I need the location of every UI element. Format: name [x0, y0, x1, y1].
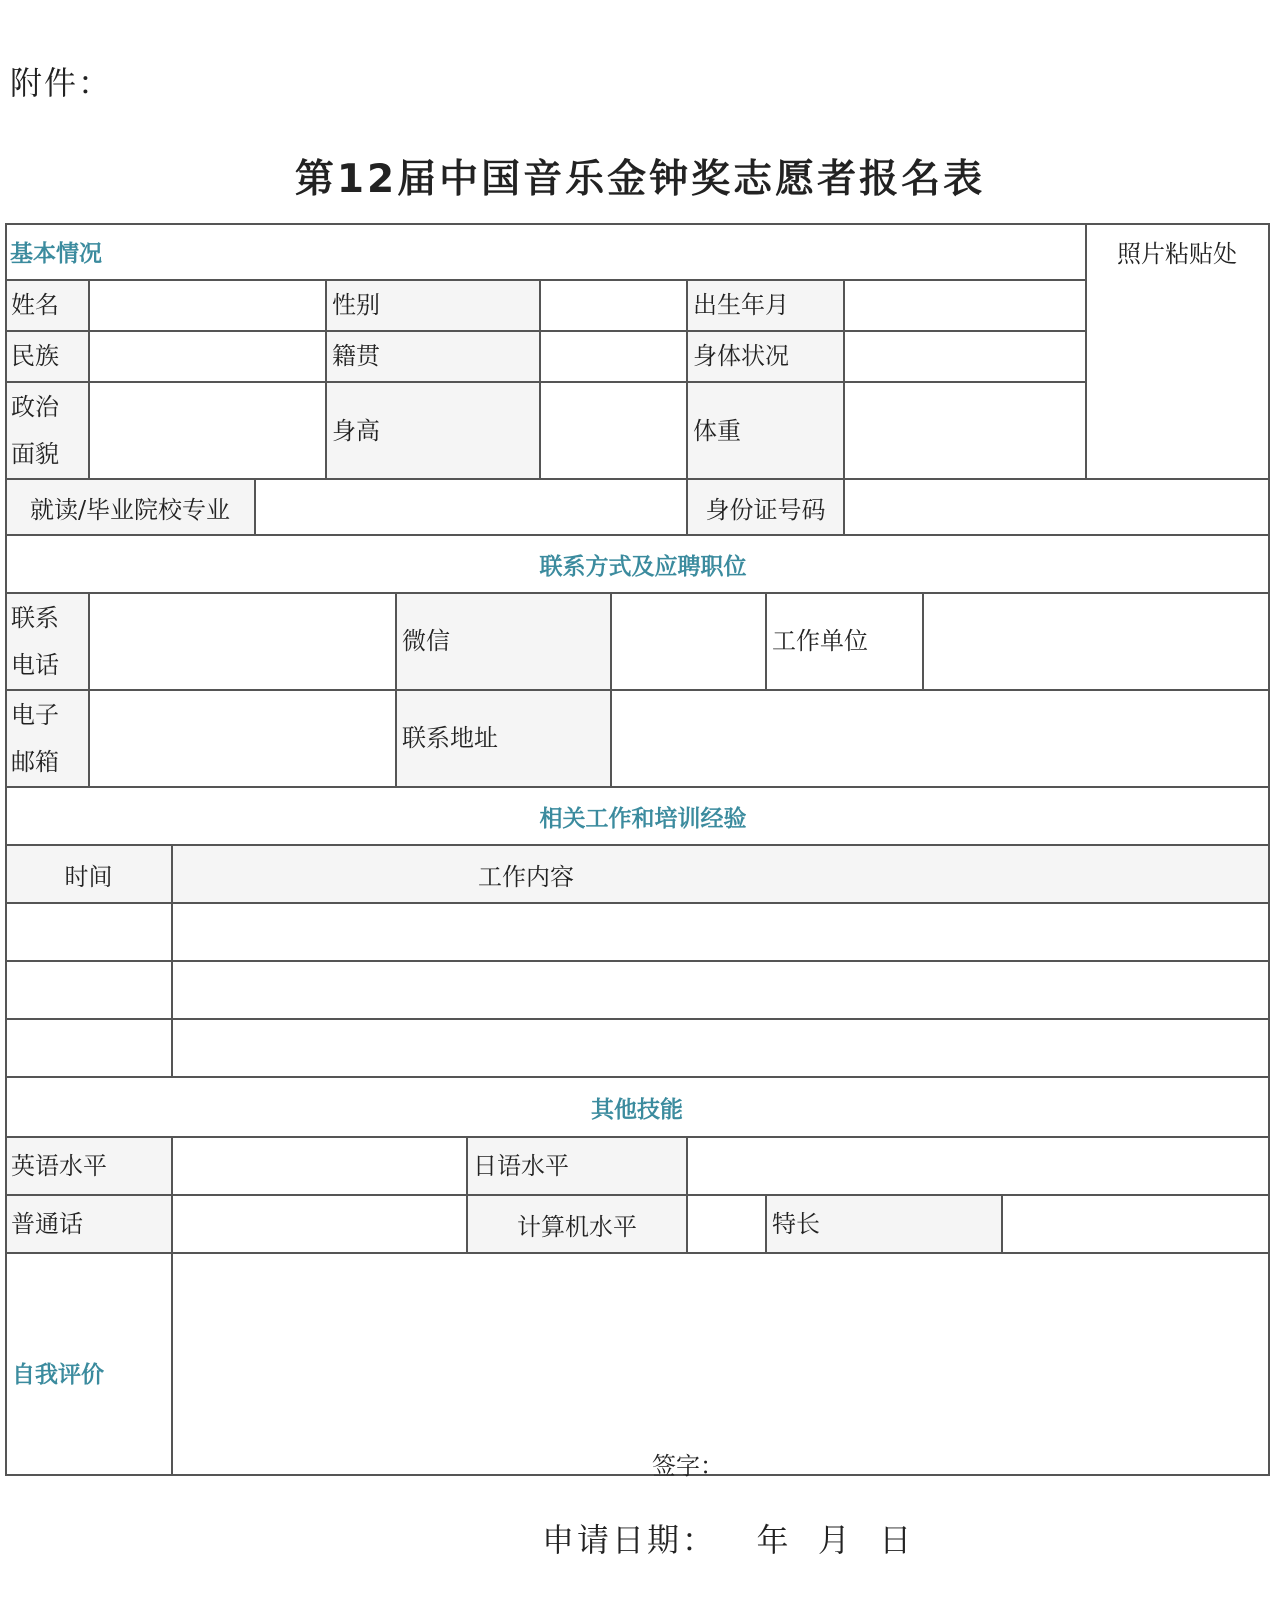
address-field[interactable]	[612, 691, 1268, 786]
political-label-line2: 面貌	[11, 440, 59, 468]
experience-time-field-2[interactable]	[6, 962, 171, 1018]
political-label	[6, 383, 88, 479]
native-place-label: 籍贯	[332, 342, 380, 370]
native-place-field[interactable]	[541, 331, 686, 382]
birth-field[interactable]	[845, 280, 1085, 331]
section-skills: 其他技能	[591, 1096, 683, 1123]
wechat-field[interactable]	[612, 594, 765, 689]
signature-label: 签字：	[652, 1452, 724, 1480]
political-field[interactable]	[90, 383, 325, 479]
weight-label: 体重	[693, 416, 741, 445]
specialty-label: 特长	[772, 1209, 820, 1238]
section-experience: 相关工作和培训经验	[539, 805, 747, 832]
wechat-label: 微信	[402, 627, 450, 655]
ethnicity-field[interactable]	[90, 331, 325, 382]
ethnicity-label: 民族	[11, 342, 59, 370]
school-label: 就读/毕业院校专业	[29, 496, 231, 524]
computer-field[interactable]	[688, 1196, 765, 1252]
english-label: 英语水平	[11, 1151, 107, 1180]
japanese-label: 日语水平	[473, 1151, 569, 1180]
mandarin-label: 普通话	[11, 1209, 83, 1238]
section-contact: 联系方式及应聘职位	[539, 553, 747, 580]
school-field[interactable]	[256, 480, 686, 535]
name-field[interactable]	[90, 280, 325, 331]
id-number-field[interactable]	[845, 480, 1268, 535]
photo-placeholder: 照片粘贴处	[1117, 239, 1237, 268]
computer-label: 计算机水平	[517, 1212, 637, 1241]
health-field[interactable]	[845, 331, 1085, 382]
health-label: 身体状况	[693, 342, 789, 370]
application-date: 申请日期： 年 月 日	[542, 1521, 915, 1559]
email-label-line1: 电子	[11, 700, 59, 729]
height-label: 身高	[332, 416, 380, 445]
experience-content-field-2[interactable]	[173, 962, 1268, 1018]
experience-content-field-3[interactable]	[173, 1020, 1268, 1076]
japanese-field[interactable]	[688, 1138, 1268, 1194]
phone-label-line2: 电话	[11, 650, 59, 679]
work-content-header: 工作内容	[478, 862, 574, 891]
height-field[interactable]	[541, 383, 686, 479]
page-title: 第12届中国音乐金钟奖志愿者报名表	[294, 157, 986, 202]
political-label-line1: 政治	[11, 393, 59, 421]
self-evaluation-field[interactable]	[173, 1254, 1268, 1474]
phone-field[interactable]	[90, 594, 395, 689]
section-self-evaluation: 自我评价	[12, 1361, 104, 1388]
experience-time-field-3[interactable]	[6, 1020, 171, 1076]
email-field[interactable]	[90, 691, 395, 786]
experience-time-field-1[interactable]	[6, 904, 171, 960]
email-label	[6, 691, 88, 786]
birth-label: 出生年月	[693, 291, 789, 319]
address-label: 联系地址	[402, 724, 498, 752]
experience-content-field-1[interactable]	[173, 904, 1268, 960]
section-basic-info: 基本情况	[10, 241, 102, 267]
specialty-field[interactable]	[1003, 1196, 1268, 1252]
work-unit-field[interactable]	[924, 594, 1268, 689]
phone-label-line1: 联系	[11, 603, 59, 632]
phone-label	[6, 594, 88, 689]
work-unit-label: 工作单位	[772, 627, 868, 655]
name-label: 姓名	[11, 291, 59, 319]
attachment-label: 附件：	[10, 64, 113, 102]
email-label-line2: 邮箱	[11, 747, 59, 776]
weight-field[interactable]	[845, 383, 1085, 479]
mandarin-field[interactable]	[173, 1196, 466, 1252]
time-header: 时间	[64, 862, 113, 891]
gender-field[interactable]	[541, 280, 686, 331]
gender-label: 性别	[332, 291, 380, 319]
id-number-label: 身份证号码	[705, 496, 826, 524]
english-field[interactable]	[173, 1138, 466, 1194]
